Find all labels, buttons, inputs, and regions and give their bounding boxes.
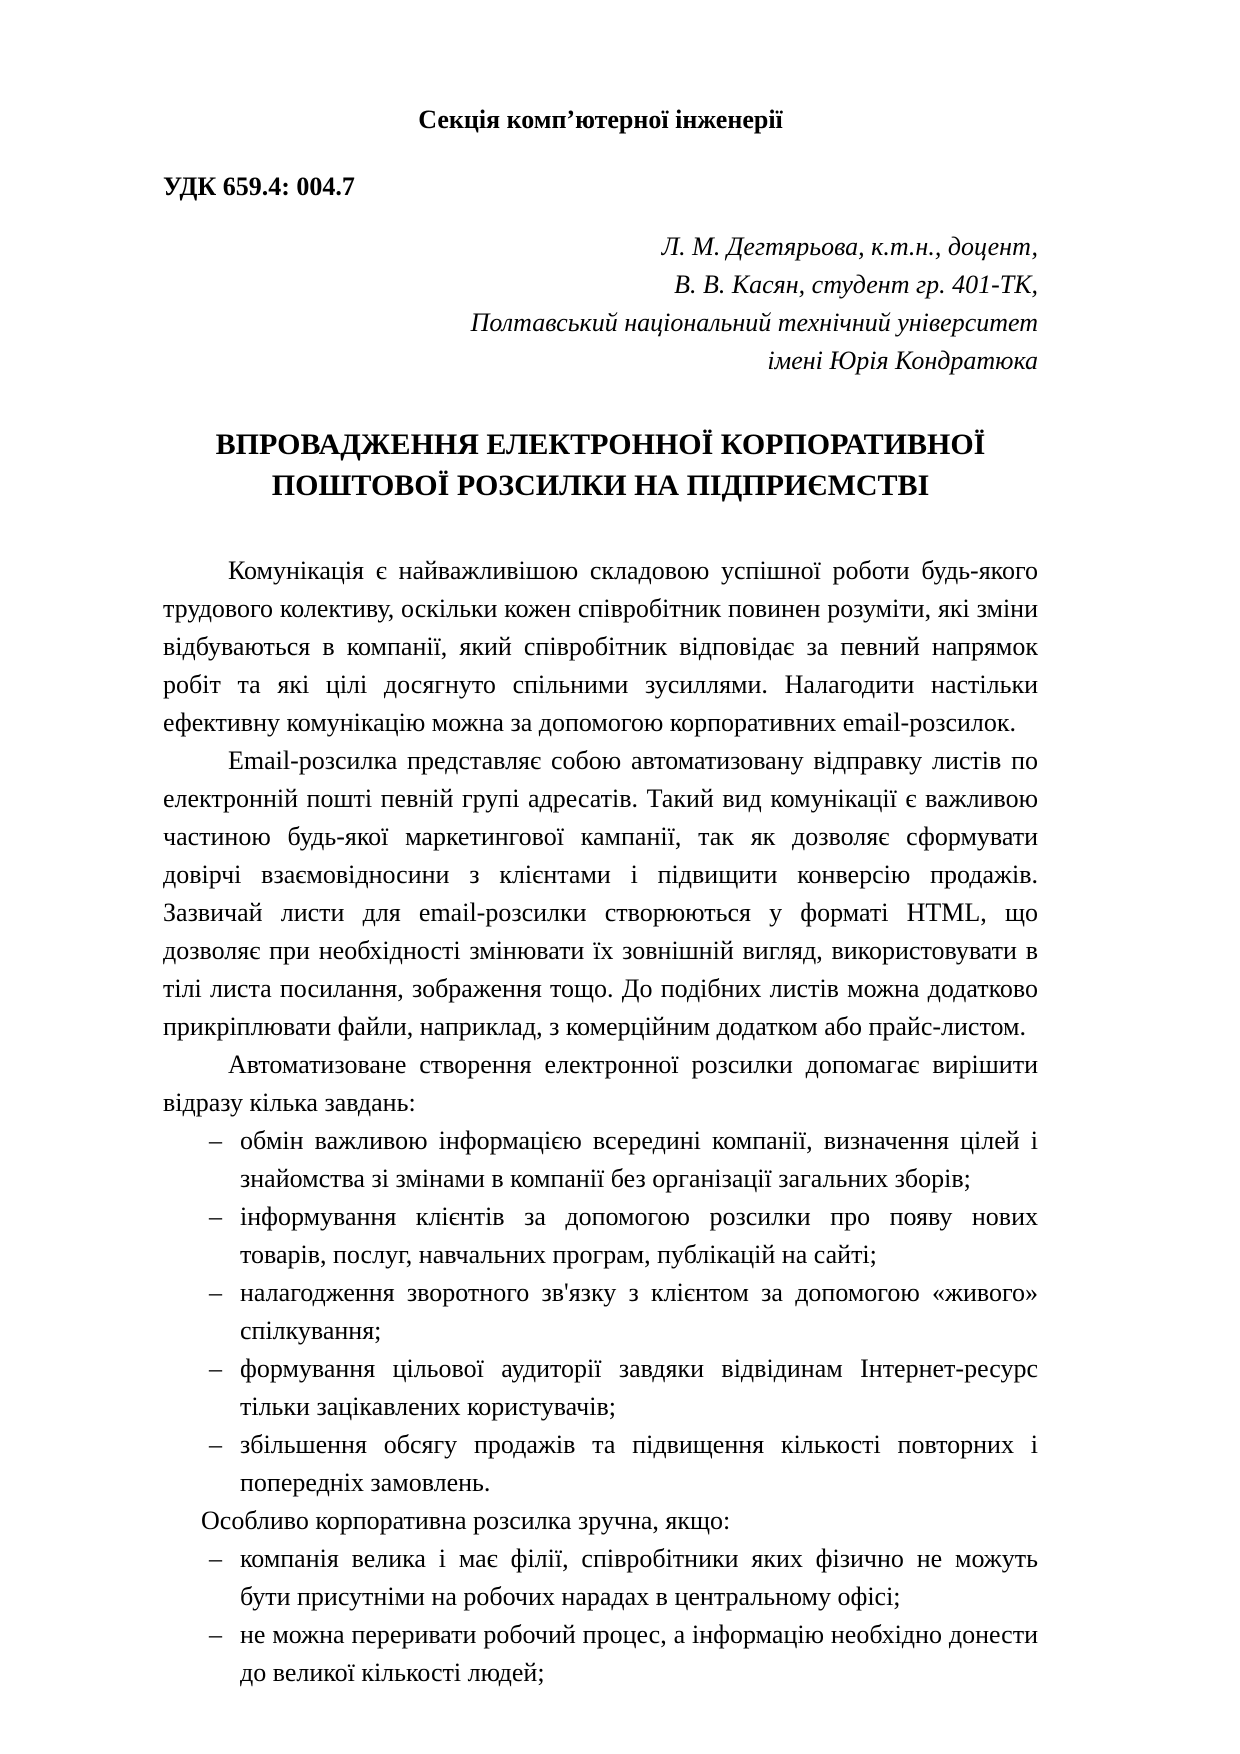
list-item	[163, 1350, 1038, 1426]
dash-bullet: –	[209, 1126, 222, 1155]
list-item	[163, 1122, 1038, 1198]
list-item	[163, 1426, 1038, 1502]
tasks-list	[163, 1122, 1038, 1502]
list-item-text: формування цільової аудиторії завдяки відвідинам Інтернет-ресурс тільки зацікавлених користувачів;	[240, 1354, 1038, 1421]
article-body	[163, 552, 1038, 1692]
affiliation-line-1: Полтавський національний технічний університет	[470, 308, 1038, 337]
convenience-list	[163, 1540, 1038, 1692]
dash-bullet: –	[209, 1620, 222, 1649]
author-line-2: В. В. Касян, студент гр. 401-ТК,	[674, 270, 1038, 299]
list-item	[163, 1274, 1038, 1350]
list-item	[163, 1198, 1038, 1274]
dash-bullet: –	[209, 1430, 222, 1459]
author-block	[163, 228, 1038, 380]
conference-section-header: Секція комп’ютерної інженерії	[418, 105, 783, 134]
dash-bullet: –	[209, 1354, 222, 1383]
dash-bullet: –	[209, 1202, 222, 1231]
author-line-1: Л. М. Дегтярьова, к.т.н., доцент,	[661, 232, 1038, 261]
list-item-text: інформування клієнтів за допомогою розсилки про появу нових товарів, послуг, навчальних програм, публікацій на сайті;	[240, 1202, 1038, 1269]
list-item-text: збільшення обсягу продажів та підвищення кількості повторних і попередніх замовлень.	[240, 1430, 1038, 1497]
dash-bullet: –	[209, 1278, 222, 1307]
article-title	[163, 424, 1038, 506]
paragraph-email-definition: Email-розсилка представляє собою автоматизовану відправку листів по електронній пошті певній групі адресатів. Такий вид комунікації є важливою частиною будь-якої маркетингової кампанії, так як дозволяє сформувати довірчі взаємовідносини з клієнтами і підвищити конверсію продажів. Зазвичай листи для email-розсилки створюються у форматі HTML, що дозволяє при необхідності змінювати їх зовнішній вигляд, використовувати в тілі листа посилання, зображення тощо. До подібних листів можна додатково прикріплювати файли, наприклад, з комерційним додатком або прайс-листом.	[163, 746, 1038, 1041]
paragraph-tasks-intro: Автоматизоване створення електронної розсилки допомагає вирішити відразу кілька завдань:	[163, 1050, 1038, 1117]
list-item	[163, 1616, 1038, 1692]
udc-code: УДК 659.4: 004.7	[163, 172, 355, 201]
list-item-text: обмін важливою інформацією всередині компанії, визначення цілей і знайомства зі змінами в компанії без організації загальних зборів;	[240, 1126, 1038, 1193]
list-item-text: не можна переривати робочий процес, а інформацію необхідно донести до великої кількості людей;	[240, 1620, 1038, 1687]
affiliation-line-2: імені Юрія Кондратюка	[767, 346, 1038, 375]
list-item-text: налагодження зворотного зв'язку з клієнтом за допомогою «живого» спілкування;	[240, 1278, 1038, 1345]
list-item	[163, 1540, 1038, 1616]
article-title-line-2: ПОШТОВОЇ РОЗСИЛКИ НА ПІДПРИЄМСТВІ	[271, 469, 930, 502]
paragraph-communication: Комунікація є найважливішою складовою успішної роботи будь-якого трудового колективу, оскільки кожен співробітник повинен розуміти, які зміни відбуваються в компанії, який співробітник відповідає за певний напрямок робіт та які цілі досягнуто спільними зусиллями. Налагодити настільки ефективну комунікацію можна за допомогою корпоративних email-розсилок.	[163, 556, 1038, 737]
paragraph-convenience-intro: Особливо корпоративна розсилка зручна, якщо:	[201, 1506, 731, 1535]
article-title-line-1: ВПРОВАДЖЕННЯ ЕЛЕКТРОННОЇ КОРПОРАТИВНОЇ	[215, 428, 986, 461]
list-item-text: компанія велика і має філії, співробітники яких фізично не можуть бути присутніми на робочих нарадах в центральному офісі;	[240, 1544, 1038, 1611]
dash-bullet: –	[209, 1544, 222, 1573]
